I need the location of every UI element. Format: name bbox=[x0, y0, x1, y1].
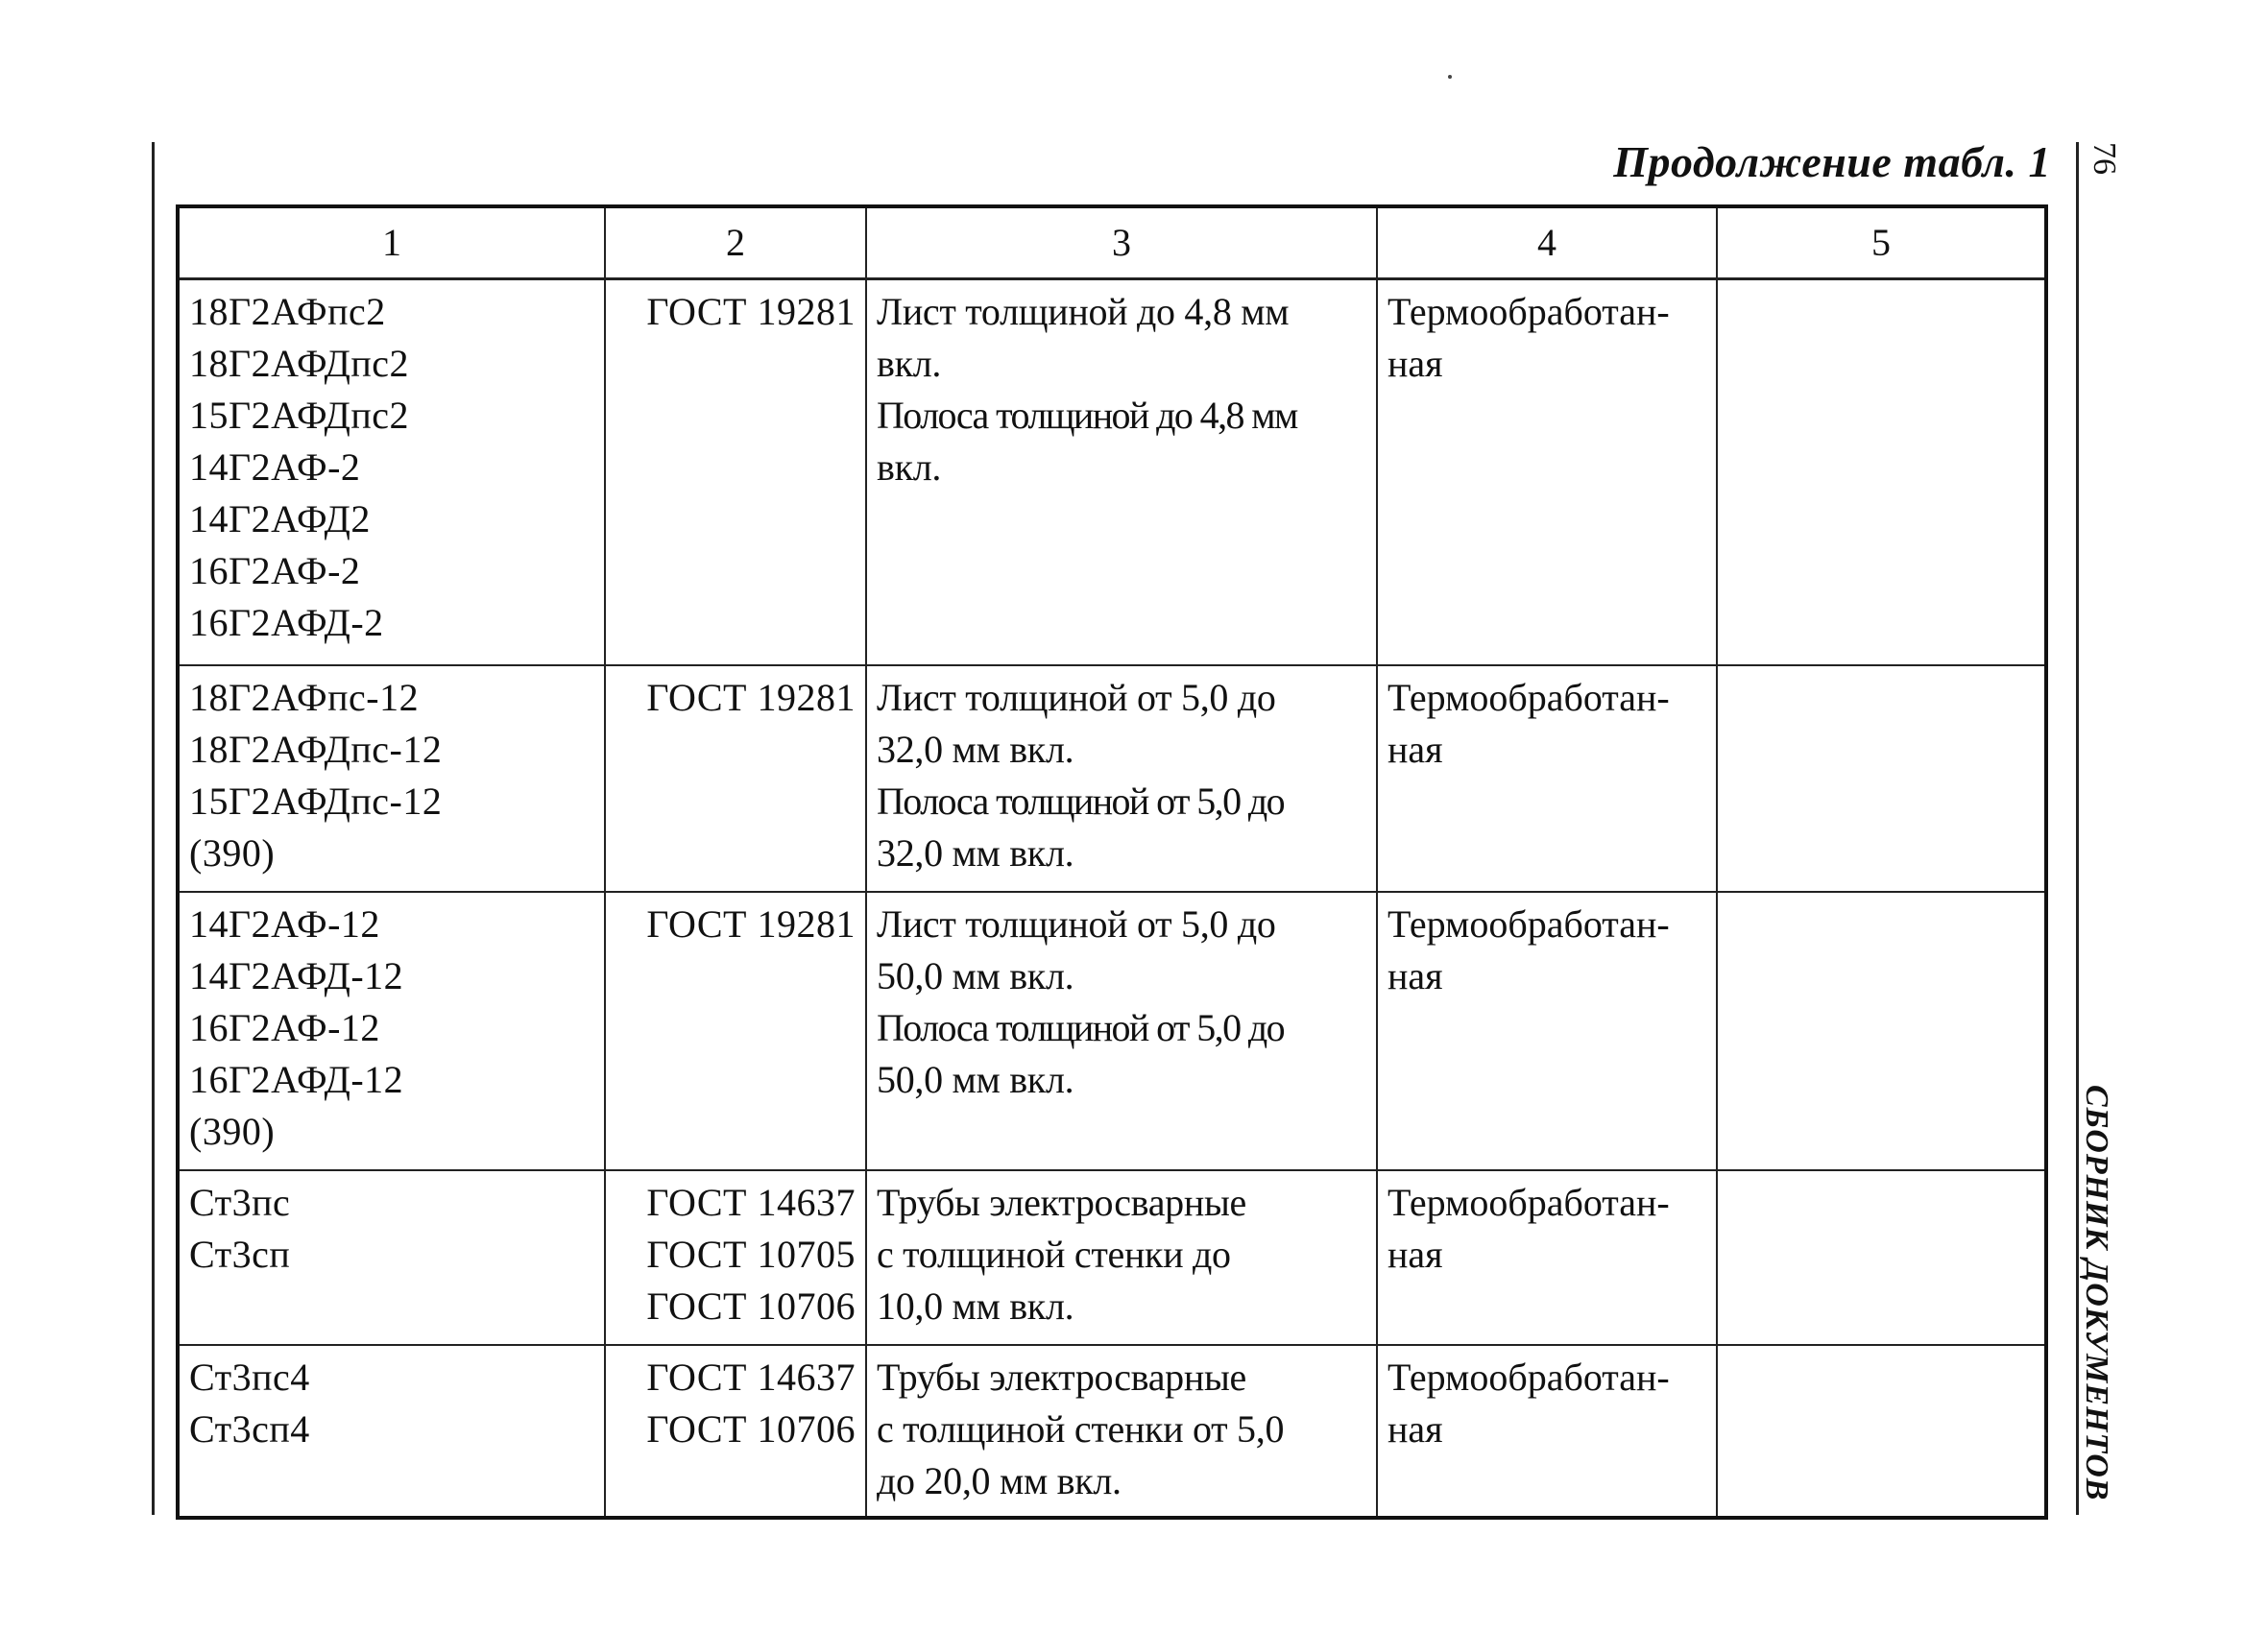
product-line: Лист толщиной от 5,0 до bbox=[877, 901, 1276, 946]
condition-line: ная bbox=[1387, 342, 1443, 385]
product-cell bbox=[866, 1170, 1377, 1345]
condition-line: Термообработан- bbox=[1387, 1180, 1670, 1224]
steel-grade: 15Г2АФДпс2 bbox=[189, 394, 410, 437]
condition-cell bbox=[1377, 279, 1717, 665]
steel-grade: 16Г2АФ-12 bbox=[189, 1005, 380, 1049]
standard-cell bbox=[605, 892, 866, 1170]
standard-cell bbox=[605, 279, 866, 665]
condition-line: ная bbox=[1387, 953, 1443, 997]
standard: ГОСТ 10705 bbox=[646, 1232, 856, 1276]
column-header-5: 5 bbox=[1717, 206, 2046, 279]
table-row bbox=[178, 279, 2046, 665]
column-header-3: 3 bbox=[866, 206, 1377, 279]
steel-grade: 15Г2АФДпс-12 bbox=[189, 779, 443, 823]
standard-cell bbox=[605, 1170, 866, 1345]
steel-grade: 18Г2АФДпс-12 bbox=[189, 727, 443, 771]
condition-line: Термообработан- bbox=[1387, 675, 1670, 719]
product-line: Полоса толщиной от 5,0 до bbox=[877, 779, 1285, 823]
standard: ГОСТ 10706 bbox=[646, 1284, 856, 1328]
standard-cell bbox=[605, 665, 866, 892]
condition-cell bbox=[1377, 892, 1717, 1170]
steel-grade: 16Г2АФ-2 bbox=[189, 549, 361, 592]
condition-line: ная bbox=[1387, 1232, 1443, 1276]
steel-grade: 18Г2АФпс2 bbox=[189, 290, 386, 333]
column-header-4: 4 bbox=[1377, 206, 1717, 279]
steel-grades-table bbox=[176, 204, 2048, 1520]
steel-grade: (390) bbox=[189, 1109, 276, 1153]
product-cell bbox=[866, 1345, 1377, 1518]
product-line: Полоса толщиной от 5,0 до bbox=[877, 1005, 1285, 1049]
steel-grade: 16Г2АФД-2 bbox=[189, 601, 384, 644]
condition-cell bbox=[1377, 665, 1717, 892]
product-line: 32,0 мм вкл. bbox=[877, 830, 1074, 875]
table-header-row bbox=[178, 206, 2046, 279]
standard: ГОСТ 19281 bbox=[646, 901, 856, 946]
page-number: 76 bbox=[2087, 142, 2122, 175]
steel-grade: Ст3сп4 bbox=[189, 1406, 310, 1451]
product-line: Трубы электросварные bbox=[877, 1355, 1247, 1399]
steel-grade: 14Г2АФД-12 bbox=[189, 953, 404, 997]
product-line: с толщиной стенки от 5,0 bbox=[877, 1406, 1285, 1451]
continuation-title: Продолжение табл. 1 bbox=[1613, 137, 2051, 186]
steel-grade: 14Г2АФ-2 bbox=[189, 445, 361, 489]
condition-cell bbox=[1377, 1170, 1717, 1345]
condition-line: Термообработан- bbox=[1387, 290, 1670, 333]
condition-line: ная bbox=[1387, 1406, 1443, 1451]
product-cell bbox=[866, 892, 1377, 1170]
standard: ГОСТ 14637 bbox=[646, 1355, 856, 1399]
product-line: 10,0 мм вкл. bbox=[877, 1284, 1074, 1328]
product-line: с толщиной стенки до bbox=[877, 1232, 1231, 1276]
table-row bbox=[178, 1345, 2046, 1518]
steel-grade-cell bbox=[178, 1170, 605, 1345]
product-line: Полоса толщиной до 4,8 мм bbox=[877, 394, 1297, 437]
column-header-1: 1 bbox=[178, 206, 605, 279]
steel-grade-cell bbox=[178, 665, 605, 892]
scan-speck bbox=[1448, 75, 1452, 79]
product-line: Трубы электросварные bbox=[877, 1180, 1247, 1224]
product-line: 50,0 мм вкл. bbox=[877, 953, 1074, 997]
steel-grade-cell bbox=[178, 1345, 605, 1518]
note-cell bbox=[1717, 665, 2046, 892]
note-cell bbox=[1717, 1170, 2046, 1345]
product-line: вкл. bbox=[877, 445, 942, 489]
product-line: Лист толщиной от 5,0 до bbox=[877, 675, 1276, 719]
standard: ГОСТ 14637 bbox=[646, 1180, 856, 1224]
table-row bbox=[178, 892, 2046, 1170]
steel-grade: (390) bbox=[189, 830, 276, 875]
standard-cell bbox=[605, 1345, 866, 1518]
steel-grade: 18Г2АФДпс2 bbox=[189, 342, 410, 385]
condition-line: Термообработан- bbox=[1387, 901, 1670, 946]
product-line: 32,0 мм вкл. bbox=[877, 727, 1074, 771]
product-cell bbox=[866, 279, 1377, 665]
condition-cell bbox=[1377, 1345, 1717, 1518]
product-line: вкл. bbox=[877, 342, 942, 385]
product-line: Лист толщиной до 4,8 мм bbox=[877, 290, 1290, 333]
product-line: 50,0 мм вкл. bbox=[877, 1057, 1074, 1101]
steel-grade: 14Г2АФ-12 bbox=[189, 901, 380, 946]
steel-grade: 14Г2АФД2 bbox=[189, 497, 371, 540]
steel-grade: Ст3сп bbox=[189, 1232, 291, 1276]
table-row bbox=[178, 665, 2046, 892]
steel-grade: 18Г2АФпс-12 bbox=[189, 675, 420, 719]
side-running-title: СБОРНИК ДОКУМЕНТОВ bbox=[2079, 1085, 2114, 1501]
left-margin-rule bbox=[152, 142, 155, 1515]
steel-grade: 16Г2АФД-12 bbox=[189, 1057, 404, 1101]
note-cell bbox=[1717, 1345, 2046, 1518]
steel-grade-cell bbox=[178, 279, 605, 665]
note-cell bbox=[1717, 279, 2046, 665]
standard: ГОСТ 10706 bbox=[646, 1406, 856, 1451]
note-cell bbox=[1717, 892, 2046, 1170]
steel-grade-cell bbox=[178, 892, 605, 1170]
column-header-2: 2 bbox=[605, 206, 866, 279]
standard: ГОСТ 19281 bbox=[646, 290, 856, 333]
condition-line: ная bbox=[1387, 727, 1443, 771]
product-line: до 20,0 мм вкл. bbox=[877, 1458, 1122, 1502]
condition-line: Термообработан- bbox=[1387, 1355, 1670, 1399]
steel-grade: Ст3пс bbox=[189, 1180, 291, 1224]
standard: ГОСТ 19281 bbox=[646, 675, 856, 719]
table-row bbox=[178, 1170, 2046, 1345]
product-cell bbox=[866, 665, 1377, 892]
steel-grade: Ст3пс4 bbox=[189, 1355, 310, 1399]
